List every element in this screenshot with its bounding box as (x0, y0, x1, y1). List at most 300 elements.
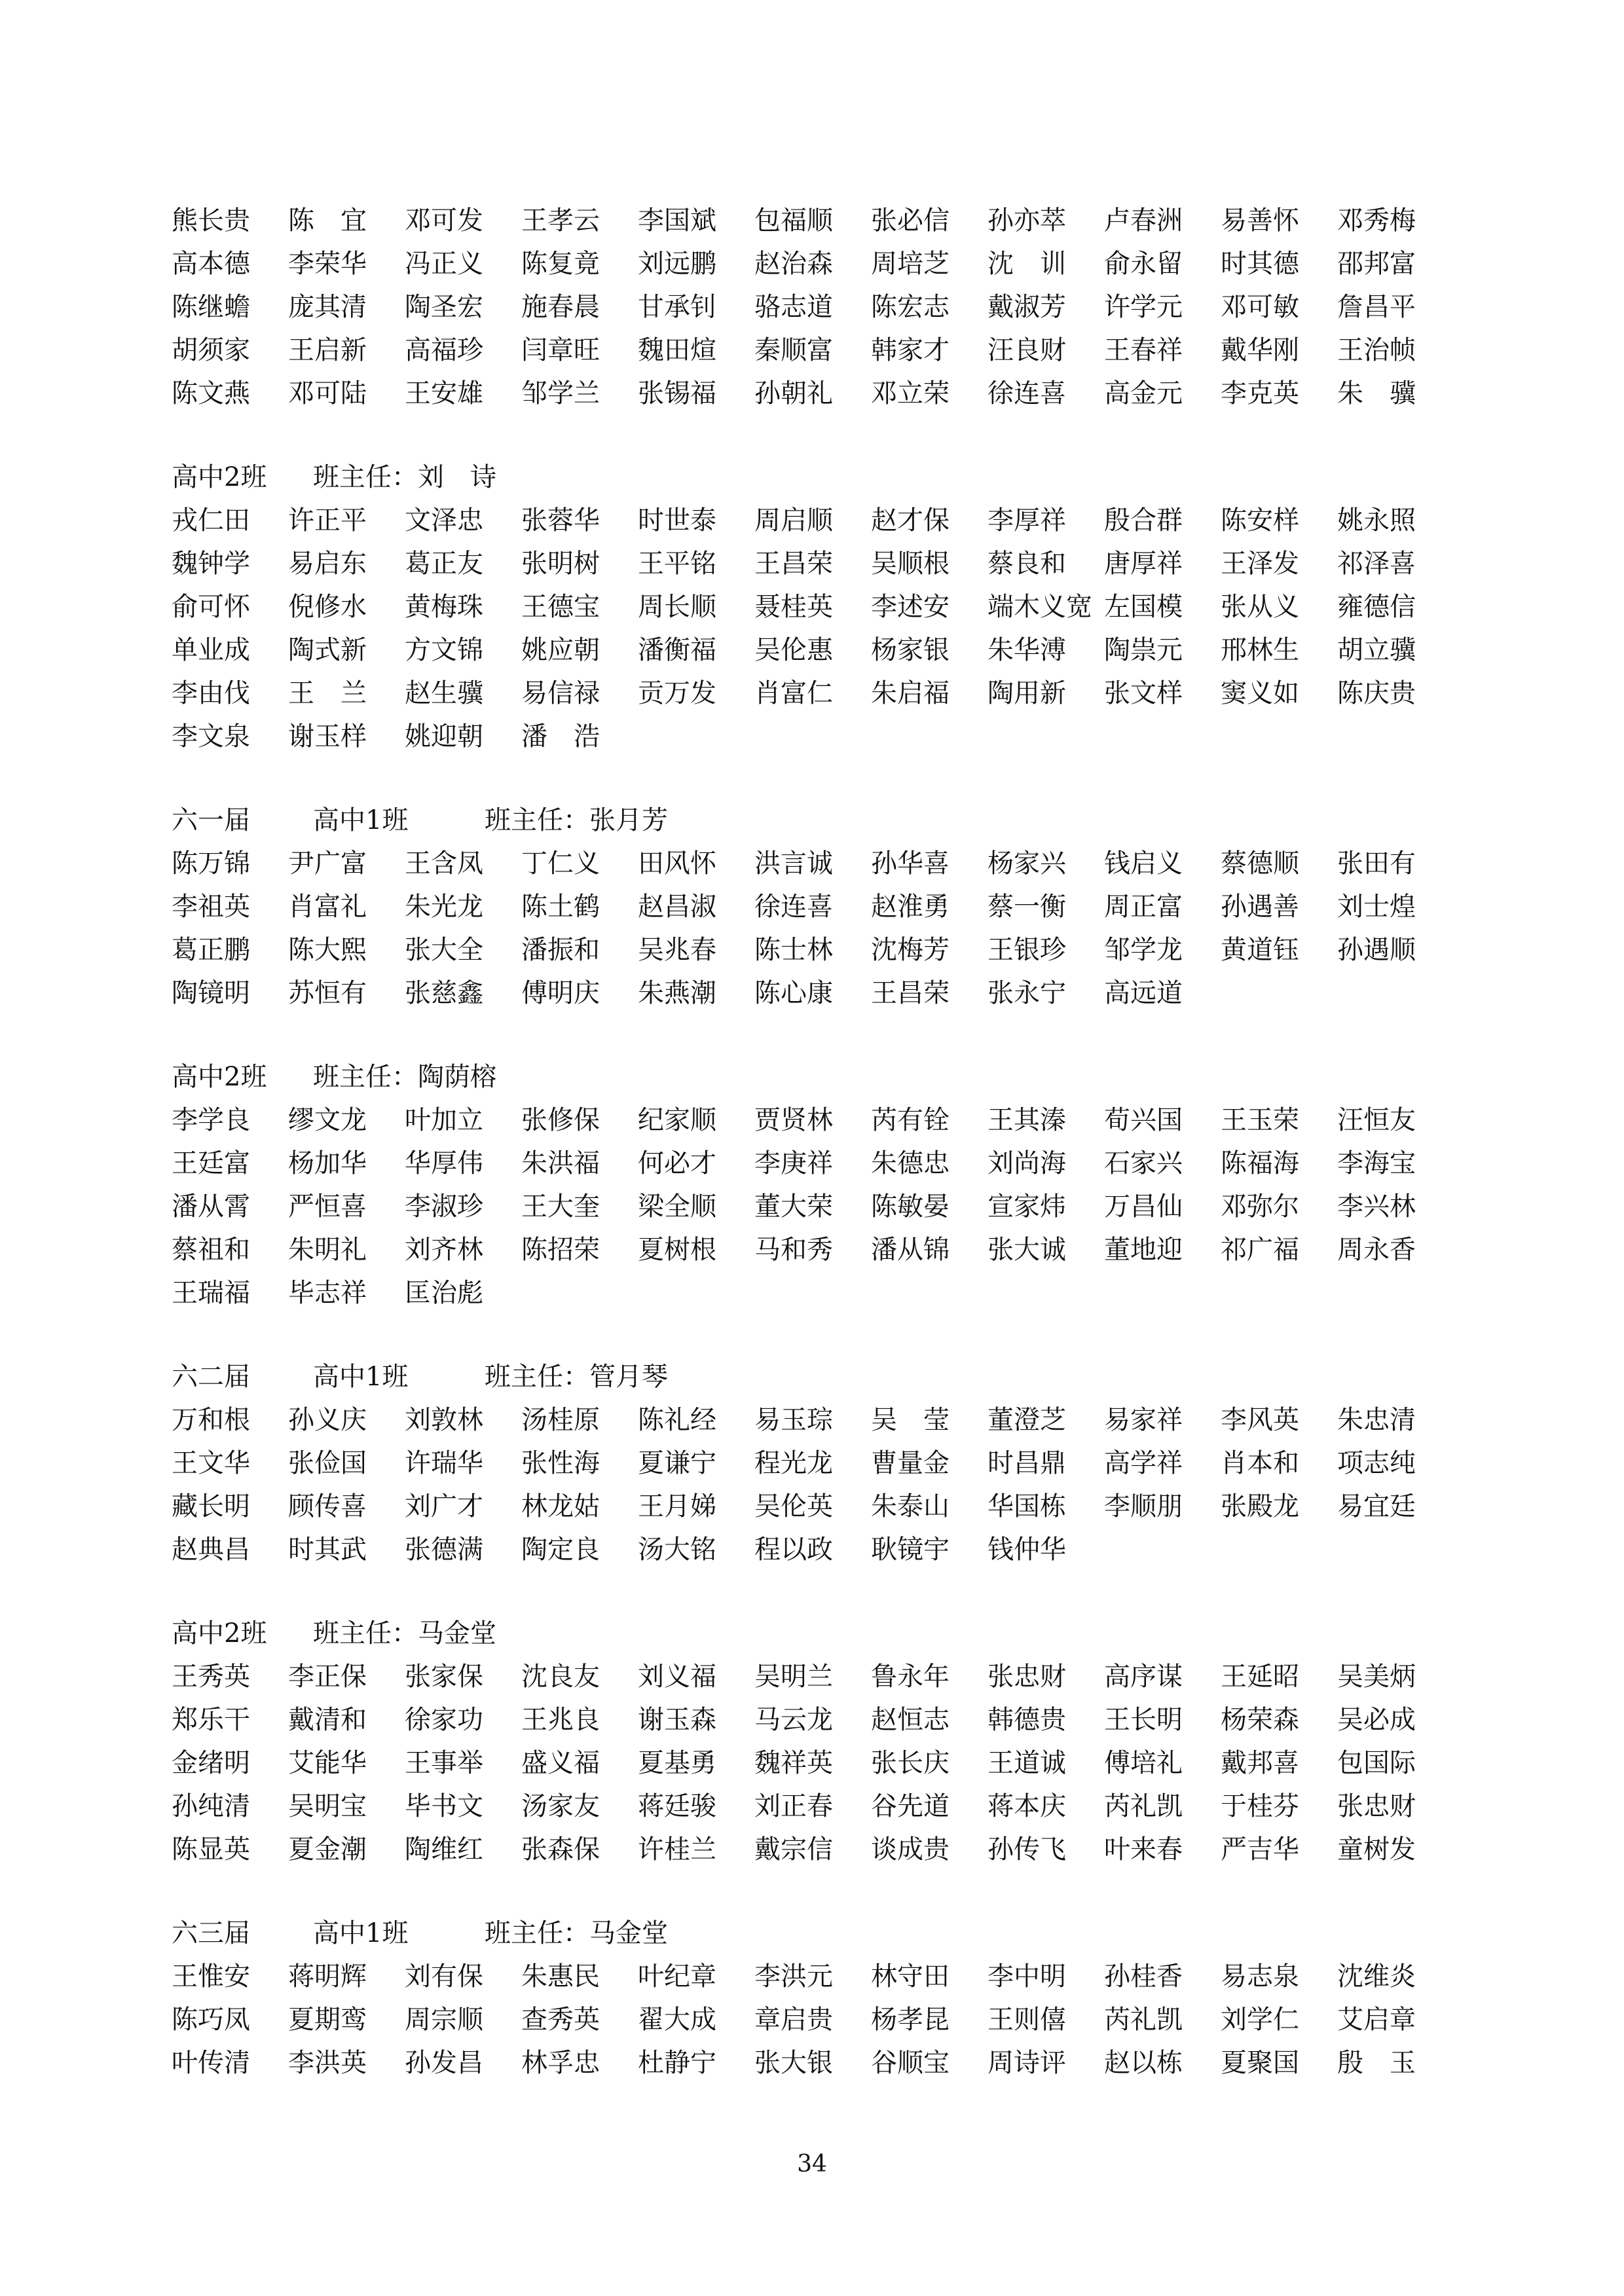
student-name: 藏长明 (172, 1491, 250, 1522)
student-name: 马云龙 (754, 1704, 833, 1735)
student-name: 童树发 (1337, 1834, 1416, 1865)
student-name: 杨孝昆 (871, 2004, 950, 2035)
student-name: 朱燕潮 (638, 977, 716, 1008)
student-name: 孙华喜 (871, 848, 950, 879)
student-name: 闫章旺 (521, 335, 600, 365)
student-name: 孙桂香 (1104, 1961, 1183, 1992)
student-name: 王长明 (1104, 1704, 1183, 1735)
student-name: 李荣华 (288, 248, 367, 279)
student-name: 陶镜明 (172, 977, 250, 1008)
student-name: 董大荣 (754, 1191, 833, 1222)
student-name: 项志纯 (1337, 1448, 1416, 1478)
student-name: 聂桂英 (754, 591, 833, 622)
student-name: 张必信 (871, 205, 950, 236)
name-row (172, 669, 1468, 712)
student-name: 易宜廷 (1337, 1491, 1416, 1522)
student-name: 邓立荣 (871, 378, 950, 409)
student-name: 钱启义 (1104, 848, 1183, 879)
student-name: 张忠财 (1337, 1791, 1416, 1821)
student-name: 沈维炎 (1337, 1961, 1416, 1992)
student-name: 潘从霄 (172, 1191, 250, 1222)
homeroom-teacher: 班主任：张月芳 (485, 805, 668, 835)
name-row (172, 583, 1468, 626)
student-name: 邢林生 (1221, 634, 1299, 665)
student-name: 翟大成 (638, 2004, 716, 2035)
student-name: 包福顺 (754, 205, 833, 236)
student-name: 纪家顺 (638, 1104, 716, 1135)
student-name: 高金元 (1104, 378, 1183, 409)
student-name: 蒋廷骏 (638, 1791, 716, 1821)
student-name: 傅培礼 (1104, 1747, 1183, 1778)
student-name: 陈显英 (172, 1834, 250, 1865)
student-name: 刘敦林 (405, 1404, 483, 1435)
student-name: 严吉华 (1221, 1834, 1299, 1865)
student-name: 庞其清 (288, 291, 367, 322)
student-name: 荀兴国 (1104, 1104, 1183, 1135)
student-name: 俞可怀 (172, 591, 250, 622)
student-name: 王泽发 (1221, 548, 1299, 579)
student-name: 王安雄 (405, 378, 483, 409)
student-name: 王兆良 (521, 1704, 600, 1735)
student-name: 施春晨 (521, 291, 600, 322)
student-name: 顾传喜 (288, 1491, 367, 1522)
student-name: 徐连喜 (987, 378, 1066, 409)
student-name: 陈宏志 (871, 291, 950, 322)
student-name: 高本德 (172, 248, 250, 279)
student-name: 时其武 (288, 1534, 367, 1565)
student-name: 赵才保 (871, 505, 950, 536)
student-name: 方文锦 (405, 634, 483, 665)
student-name: 谈成贵 (871, 1834, 950, 1865)
student-name: 陈万锦 (172, 848, 250, 879)
student-name: 宣家炜 (987, 1191, 1066, 1222)
student-name: 陈复竟 (521, 248, 600, 279)
student-name: 李克英 (1221, 378, 1299, 409)
student-name: 易启东 (288, 548, 367, 579)
student-name: 马和秀 (754, 1234, 833, 1265)
name-row (172, 626, 1468, 669)
student-name: 张忠财 (987, 1661, 1066, 1692)
student-name: 沈梅芳 (871, 934, 950, 965)
student-name: 赵典昌 (172, 1534, 250, 1565)
student-name: 吴 莹 (871, 1404, 950, 1435)
homeroom-teacher: 班主任：陶荫榕 (313, 1061, 496, 1092)
student-name: 许瑞华 (405, 1448, 483, 1478)
student-name: 张德满 (405, 1534, 483, 1565)
student-name: 时其德 (1221, 248, 1299, 279)
student-name: 刘正春 (754, 1791, 833, 1821)
student-name: 王惟安 (172, 1961, 250, 1992)
student-name: 张蓉华 (521, 505, 600, 536)
student-name: 魏祥英 (754, 1747, 833, 1778)
student-name: 严恒喜 (288, 1191, 367, 1222)
student-name: 李顺朋 (1104, 1491, 1183, 1522)
student-name: 高序谋 (1104, 1661, 1183, 1692)
student-name: 张明树 (521, 548, 600, 579)
student-name: 吴明兰 (754, 1661, 833, 1692)
student-name: 陶圣宏 (405, 291, 483, 322)
student-name: 冯正义 (405, 248, 483, 279)
student-name: 易信禄 (521, 678, 600, 708)
class-section (172, 196, 1468, 412)
student-name: 葛正友 (405, 548, 483, 579)
student-name: 高远道 (1104, 977, 1183, 1008)
student-name: 黄梅珠 (405, 591, 483, 622)
name-row (172, 240, 1468, 283)
student-name: 王孝云 (521, 205, 600, 236)
student-name: 许学元 (1104, 291, 1183, 322)
student-name: 祁泽喜 (1337, 548, 1416, 579)
student-name: 韩家才 (871, 335, 950, 365)
student-name: 邵邦富 (1337, 248, 1416, 279)
student-name: 艾能华 (288, 1747, 367, 1778)
student-name: 汤家友 (521, 1791, 600, 1821)
student-name: 李正保 (288, 1661, 367, 1692)
student-name: 周启顺 (754, 505, 833, 536)
student-name: 端木义宽 (987, 591, 1092, 622)
student-name: 董地迎 (1104, 1234, 1183, 1265)
name-row (172, 1182, 1468, 1226)
student-name: 李淑珍 (405, 1191, 483, 1222)
student-name: 朱启福 (871, 678, 950, 708)
student-name: 陈继蟾 (172, 291, 250, 322)
student-name: 王玉荣 (1221, 1104, 1299, 1135)
student-name: 王德宝 (521, 591, 600, 622)
student-name: 高学祥 (1104, 1448, 1183, 1478)
section-header (172, 1053, 1468, 1096)
student-name: 张从义 (1221, 591, 1299, 622)
student-name: 孙朝礼 (754, 378, 833, 409)
student-name: 于桂芬 (1221, 1791, 1299, 1821)
student-name: 傅明庆 (521, 977, 600, 1008)
name-list (172, 196, 1468, 2123)
name-row (172, 1139, 1468, 1182)
student-name: 汤桂原 (521, 1404, 600, 1435)
student-name: 毕书文 (405, 1791, 483, 1821)
student-name: 朱惠民 (521, 1961, 600, 1992)
student-name: 丁仁义 (521, 848, 600, 879)
student-name: 夏聚国 (1221, 2047, 1299, 2078)
student-name: 刘尚海 (987, 1148, 1066, 1178)
student-name: 杨家兴 (987, 848, 1066, 879)
student-name: 杨加华 (288, 1148, 367, 1178)
section-header (172, 1909, 1468, 1952)
student-name: 李学良 (172, 1104, 250, 1135)
student-name: 时昌鼎 (987, 1448, 1066, 1478)
student-name: 文泽忠 (405, 505, 483, 536)
student-name: 张锡福 (638, 378, 716, 409)
student-name: 徐家功 (405, 1704, 483, 1735)
student-name: 蒋本庆 (987, 1791, 1066, 1821)
student-name: 匡治彪 (405, 1277, 483, 1308)
student-name: 邓秀梅 (1337, 205, 1416, 236)
student-name: 汤大铭 (638, 1534, 716, 1565)
student-name: 刘有保 (405, 1961, 483, 1992)
student-name: 朱德忠 (871, 1148, 950, 1178)
student-name: 李中明 (987, 1961, 1066, 1992)
student-name: 吴兆春 (638, 934, 716, 965)
name-row (172, 1825, 1468, 1868)
student-name: 张慈鑫 (405, 977, 483, 1008)
student-name: 张大诚 (987, 1234, 1066, 1265)
student-name: 单业成 (172, 634, 250, 665)
student-name: 王春祥 (1104, 335, 1183, 365)
student-name: 陶用新 (987, 678, 1066, 708)
student-name: 梁全顺 (638, 1191, 716, 1222)
student-name: 王启新 (288, 335, 367, 365)
student-name: 时世泰 (638, 505, 716, 536)
student-name: 王事举 (405, 1747, 483, 1778)
student-name: 陶祟元 (1104, 634, 1183, 665)
student-name: 徐连喜 (754, 891, 833, 922)
student-name: 刘齐林 (405, 1234, 483, 1265)
student-name: 查秀英 (521, 2004, 600, 2035)
class-section (172, 1053, 1468, 1312)
student-name: 张修保 (521, 1104, 600, 1135)
student-name: 刘广才 (405, 1491, 483, 1522)
student-name: 赵昌淑 (638, 891, 716, 922)
name-row (172, 326, 1468, 369)
student-name: 王平铭 (638, 548, 716, 579)
name-row (172, 283, 1468, 326)
student-name: 苏恒有 (288, 977, 367, 1008)
name-row (172, 539, 1468, 583)
student-name: 倪修水 (288, 591, 367, 622)
student-name: 郑乐干 (172, 1704, 250, 1735)
student-name: 王含凤 (405, 848, 483, 879)
student-name: 张文样 (1104, 678, 1183, 708)
student-name: 王昌荣 (871, 977, 950, 1008)
homeroom-teacher: 班主任：马金堂 (485, 1918, 668, 1948)
student-name: 沈良友 (521, 1661, 600, 1692)
student-name: 孙传飞 (987, 1834, 1066, 1865)
student-name: 汪良财 (987, 335, 1066, 365)
graduation-year: 六一届 (172, 805, 250, 835)
student-name: 吴必成 (1337, 1704, 1416, 1735)
student-name: 孙纯清 (172, 1791, 250, 1821)
student-name: 邓可陆 (288, 378, 367, 409)
student-name: 毕志祥 (288, 1277, 367, 1308)
student-name: 邓弥尔 (1221, 1191, 1299, 1222)
student-name: 陈巧凤 (172, 2004, 250, 2035)
student-name: 陶式新 (288, 634, 367, 665)
student-name: 李述安 (871, 591, 950, 622)
student-name: 陈土鹤 (521, 891, 600, 922)
student-name: 叶纪章 (638, 1961, 716, 1992)
student-name: 蔡祖和 (172, 1234, 250, 1265)
student-name: 邓可敏 (1221, 291, 1299, 322)
name-row (172, 1525, 1468, 1569)
student-name: 耿镜宇 (871, 1534, 950, 1565)
student-name: 王延昭 (1221, 1661, 1299, 1692)
student-name: 夏树根 (638, 1234, 716, 1265)
class-section (172, 796, 1468, 1012)
student-name: 芮礼凯 (1104, 2004, 1183, 2035)
student-name: 曹量金 (871, 1448, 950, 1478)
student-name: 李海宝 (1337, 1148, 1416, 1178)
student-name: 李国斌 (638, 205, 716, 236)
student-name: 张俭国 (288, 1448, 367, 1478)
class-name: 高中1班 (313, 1918, 409, 1948)
student-name: 陈 宜 (288, 205, 367, 236)
student-name: 潘 浩 (521, 721, 600, 752)
student-name: 刘义福 (638, 1661, 716, 1692)
homeroom-teacher: 班主任：马金堂 (313, 1618, 496, 1649)
section-header (172, 453, 1468, 496)
student-name: 窦义如 (1221, 678, 1299, 708)
student-name: 胡立骥 (1337, 634, 1416, 665)
student-name: 王廷富 (172, 1148, 250, 1178)
student-name: 陈安样 (1221, 505, 1299, 536)
name-row (172, 839, 1468, 883)
name-row (172, 1782, 1468, 1825)
student-name: 谢玉森 (638, 1704, 716, 1735)
student-name: 吴伦英 (754, 1491, 833, 1522)
student-name: 包国际 (1337, 1747, 1416, 1778)
student-name: 韩德贵 (987, 1704, 1066, 1735)
page-number: 34 (797, 2151, 827, 2178)
student-name: 詹昌平 (1337, 291, 1416, 322)
student-name: 林守田 (871, 1961, 950, 1992)
student-name: 刘远鹏 (638, 248, 716, 279)
student-name: 朱泰山 (871, 1491, 950, 1522)
student-name: 张永宁 (987, 977, 1066, 1008)
name-row (172, 883, 1468, 926)
student-name: 周培芝 (871, 248, 950, 279)
student-name: 陈文燕 (172, 378, 250, 409)
student-name: 蒋明辉 (288, 1961, 367, 1992)
student-name: 万昌仙 (1104, 1191, 1183, 1222)
student-name: 张田有 (1337, 848, 1416, 879)
student-name: 林龙姑 (521, 1491, 600, 1522)
name-row (172, 712, 1468, 756)
student-name: 邓可发 (405, 205, 483, 236)
class-name: 高中2班 (172, 462, 267, 492)
student-name: 魏田煊 (638, 335, 716, 365)
student-name: 刘学仁 (1221, 2004, 1299, 2035)
student-name: 俞永留 (1104, 248, 1183, 279)
student-name: 钱仲华 (987, 1534, 1066, 1565)
student-name: 张家保 (405, 1661, 483, 1692)
student-name: 张大全 (405, 934, 483, 965)
student-name: 雍德信 (1337, 591, 1416, 622)
student-name: 熊长贵 (172, 205, 250, 236)
student-name: 杜静宁 (638, 2047, 716, 2078)
student-name: 叶加立 (405, 1104, 483, 1135)
student-name: 姚永照 (1337, 505, 1416, 536)
student-name: 骆志道 (754, 291, 833, 322)
student-name: 朱光龙 (405, 891, 483, 922)
section-header (172, 1609, 1468, 1652)
student-name: 李洪英 (288, 2047, 367, 2078)
graduation-year: 六二届 (172, 1361, 250, 1392)
student-name: 蔡德顺 (1221, 848, 1299, 879)
name-row (172, 1096, 1468, 1139)
student-name: 李庚祥 (754, 1148, 833, 1178)
student-name: 芮礼凯 (1104, 1791, 1183, 1821)
student-name: 朱忠清 (1337, 1404, 1416, 1435)
student-name: 孙遇顺 (1337, 934, 1416, 965)
student-name: 易玉琮 (754, 1404, 833, 1435)
student-name: 夏金潮 (288, 1834, 367, 1865)
student-name: 杨家银 (871, 634, 950, 665)
name-row (172, 1482, 1468, 1525)
name-row (172, 496, 1468, 539)
student-name: 张长庆 (871, 1747, 950, 1778)
student-name: 刘士煌 (1337, 891, 1416, 922)
student-name: 谷先道 (871, 1791, 950, 1821)
student-name: 贡万发 (638, 678, 716, 708)
name-row (172, 196, 1468, 240)
student-name: 芮有铨 (871, 1104, 950, 1135)
student-name: 王其溱 (987, 1104, 1066, 1135)
student-name: 潘振和 (521, 934, 600, 965)
student-name: 赵以栋 (1104, 2047, 1183, 2078)
name-row (172, 1696, 1468, 1739)
student-name: 王道诚 (987, 1747, 1066, 1778)
student-name: 蔡一衡 (987, 891, 1066, 922)
class-name: 高中2班 (172, 1618, 267, 1649)
name-row (172, 2039, 1468, 2082)
student-name: 李由伐 (172, 678, 250, 708)
student-name: 王大奎 (521, 1191, 600, 1222)
student-name: 吴美炳 (1337, 1661, 1416, 1692)
student-name: 孙遇善 (1221, 891, 1299, 922)
student-name: 吴顺根 (871, 548, 950, 579)
student-name: 艾启章 (1337, 2004, 1416, 2035)
student-name: 戴淑芳 (987, 291, 1066, 322)
student-name: 赵生骥 (405, 678, 483, 708)
student-name: 夏期鸾 (288, 2004, 367, 2035)
student-name: 石家兴 (1104, 1148, 1183, 1178)
student-name: 董澄芝 (987, 1404, 1066, 1435)
student-name: 朱明礼 (288, 1234, 367, 1265)
student-name: 李兴林 (1337, 1191, 1416, 1222)
student-name: 易善怀 (1221, 205, 1299, 236)
student-name: 戴宗信 (754, 1834, 833, 1865)
student-name: 王月娣 (638, 1491, 716, 1522)
student-name: 甘承钊 (638, 291, 716, 322)
graduation-year: 六三届 (172, 1918, 250, 1948)
homeroom-teacher: 班主任：管月琴 (485, 1361, 668, 1392)
student-name: 华厚伟 (405, 1148, 483, 1178)
student-name: 左国模 (1104, 591, 1183, 622)
name-row (172, 1652, 1468, 1696)
name-row (172, 369, 1468, 412)
student-name: 易家祥 (1104, 1404, 1183, 1435)
student-name: 叶来春 (1104, 1834, 1183, 1865)
student-name: 谷顺宝 (871, 2047, 950, 2078)
student-name: 姚迎朝 (405, 721, 483, 752)
student-name: 魏钟学 (172, 548, 250, 579)
student-name: 叶传清 (172, 2047, 250, 2078)
student-name: 孙发昌 (405, 2047, 483, 2078)
student-name: 王银珍 (987, 934, 1066, 965)
student-name: 戎仁田 (172, 505, 250, 536)
student-name: 陈心康 (754, 977, 833, 1008)
student-name: 殷合群 (1104, 505, 1183, 536)
student-name: 杨荣森 (1221, 1704, 1299, 1735)
student-name: 沈 训 (987, 248, 1066, 279)
student-name: 周正富 (1104, 891, 1183, 922)
student-name: 许正平 (288, 505, 367, 536)
student-name: 缪文龙 (288, 1104, 367, 1135)
section-header (172, 1353, 1468, 1396)
student-name: 李祖英 (172, 891, 250, 922)
student-name: 朱华溥 (987, 634, 1066, 665)
student-name: 王瑞福 (172, 1277, 250, 1308)
student-name: 孙亦萃 (987, 205, 1066, 236)
